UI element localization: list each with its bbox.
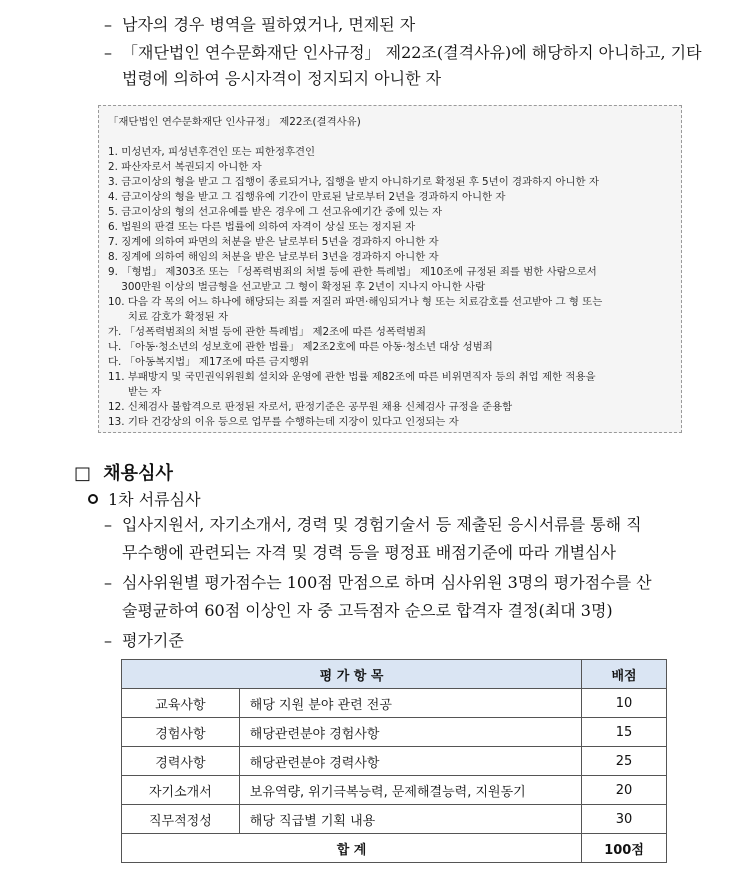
- box-item: 받는 자: [108, 386, 162, 398]
- row-description: 보유역량, 위기극복능력, 문제해결능력, 지원동기: [239, 776, 581, 805]
- bullet-dash: –: [104, 573, 112, 592]
- bullet-dash: –: [104, 15, 112, 34]
- box-heading: 「재단법인 연수문화재단 인사규정」 제22조(결격사유): [108, 116, 361, 128]
- table-row: [122, 747, 667, 776]
- bullet-dash: –: [104, 43, 112, 62]
- section-heading: [74, 459, 173, 485]
- table-row: [122, 718, 667, 747]
- header-score: 배점: [582, 660, 667, 689]
- box-item: 5. 금고이상의 형의 선고유예를 받은 경우에 그 선고유예기간 중에 있는 자: [108, 206, 443, 218]
- box-item: 나. 「아동·청소년의 성보호에 관한 법률」 제2조2호에 따른 아동·청소년 대상 성범죄: [108, 341, 493, 353]
- row-category: 자기소개서: [122, 776, 240, 805]
- box-item: 8. 징계에 의하여 해임의 처분을 받은 날로부터 3년을 경과하지 아니한 자: [108, 251, 439, 263]
- box-item: 4. 금고이상의 형을 받고 그 집행유예 기간이 만료된 날로부터 2년을 경과하지 아니한 자: [108, 191, 506, 203]
- bullet-military-service: 남자의 경우 병역을 필하였거나, 면제된 자: [122, 15, 416, 34]
- bullet-dash: –: [104, 515, 112, 534]
- row-score: 15: [582, 718, 667, 747]
- box-item: 12. 신체검사 불합격으로 판정된 자로서, 판정기준은 공무원 채용 신체검사 규정을 준용함: [108, 401, 513, 413]
- row-score: 25: [582, 747, 667, 776]
- evaluation-table: [121, 659, 667, 863]
- subsection-heading: [88, 487, 201, 510]
- box-item: 2. 파산자로서 복권되지 아니한 자: [108, 161, 262, 173]
- total-label: 합 계: [122, 834, 582, 863]
- bullet-criteria: 평가기준: [122, 631, 184, 650]
- total-score: 100점: [582, 834, 667, 863]
- box-item: 7. 징계에 의하여 파면의 처분을 받은 날로부터 5년을 경과하지 아니한 자: [108, 236, 439, 248]
- bullet-scoring-line2: 술평균하여 60점 이상인 자 중 고득점자 순으로 합격자 결정(최대 3명): [122, 601, 613, 620]
- bullet-document-review-line2: 무수행에 관련되는 자격 및 경력 등을 평정표 배점기준에 따라 개별심사: [122, 543, 616, 562]
- box-item: 6. 법원의 판결 또는 다른 법률에 의하여 자격이 상실 또는 정지된 자: [108, 221, 416, 233]
- row-score: 30: [582, 805, 667, 834]
- row-description: 해당관련분야 경력사항: [239, 747, 581, 776]
- bullet-scoring-line1: 심사위원별 평가점수는 100점 만점으로 하며 심사위원 3명의 평가점수를 산: [122, 573, 652, 592]
- row-score: 20: [582, 776, 667, 805]
- row-description: 해당 지원 분야 관련 전공: [239, 689, 581, 718]
- box-item: 1. 미성년자, 피성년후견인 또는 피한정후견인: [108, 146, 316, 158]
- table-row: [122, 689, 667, 718]
- table-total-row: [122, 834, 667, 863]
- table-row: [122, 776, 667, 805]
- row-description: 해당 직급별 기획 내용: [239, 805, 581, 834]
- circle-bullet-icon: [88, 494, 98, 504]
- section-marker: □: [74, 463, 92, 484]
- table-row: [122, 805, 667, 834]
- disqualification-box: [98, 105, 682, 433]
- box-item: 9. 「형법」 제303조 또는 「성폭력범죄의 처벌 등에 관한 특례법」 제10조에 규정된 죄를 범한 사람으로서: [108, 266, 597, 278]
- box-item: 11. 부패방지 및 국민권익위원회 설치와 운영에 관한 법률 제82조에 따른 비위면직자 등의 취업 제한 적용을: [108, 371, 596, 383]
- table-header-row: [122, 660, 667, 689]
- row-category: 경험사항: [122, 718, 240, 747]
- bullet-disqualification-line1: 「재단법인 연수문화재단 인사규정」 제22조(결격사유)에 해당하지 아니하고, 기타: [122, 43, 702, 62]
- box-item: 3. 금고이상의 형을 받고 그 집행이 종료되거나, 집행을 받지 아니하기로 확정된 후 5년이 경과하지 아니한 자: [108, 176, 599, 188]
- box-item: 치료 감호가 확정된 자: [108, 311, 229, 323]
- row-category: 교육사항: [122, 689, 240, 718]
- row-category: 경력사항: [122, 747, 240, 776]
- bullet-dash: –: [104, 631, 112, 650]
- row-category: 직무적정성: [122, 805, 240, 834]
- subsection-title: 1차 서류심사: [108, 490, 201, 509]
- row-description: 해당관련분야 경험사항: [239, 718, 581, 747]
- section-title: 채용심사: [103, 463, 173, 484]
- row-score: 10: [582, 689, 667, 718]
- bullet-disqualification-line2: 법령에 의하여 응시자격이 정지되지 아니한 자: [122, 69, 442, 88]
- box-item: 300만원 이상의 벌금형을 선고받고 그 형이 확정된 후 2년이 지나지 아니한 사람: [108, 281, 486, 293]
- box-item: 가. 「성폭력범죄의 처벌 등에 관한 특례법」 제2조에 따른 성폭력범죄: [108, 326, 427, 338]
- box-item: 다. 「아동복지법」 제17조에 따른 금지행위: [108, 356, 310, 368]
- box-item: 10. 다음 각 목의 어느 하나에 해당되는 죄를 저질러 파면·해임되거나 형 또는 치료감호를 선고받아 그 형 또는: [108, 296, 603, 308]
- header-items: 평 가 항 목: [122, 660, 582, 689]
- bullet-document-review-line1: 입사지원서, 자기소개서, 경력 및 경험기술서 등 제출된 응시서류를 통해 직: [122, 515, 642, 534]
- box-item: 13. 기타 건강상의 이유 등으로 업무를 수행하는데 지장이 있다고 인정되는 자: [108, 416, 459, 428]
